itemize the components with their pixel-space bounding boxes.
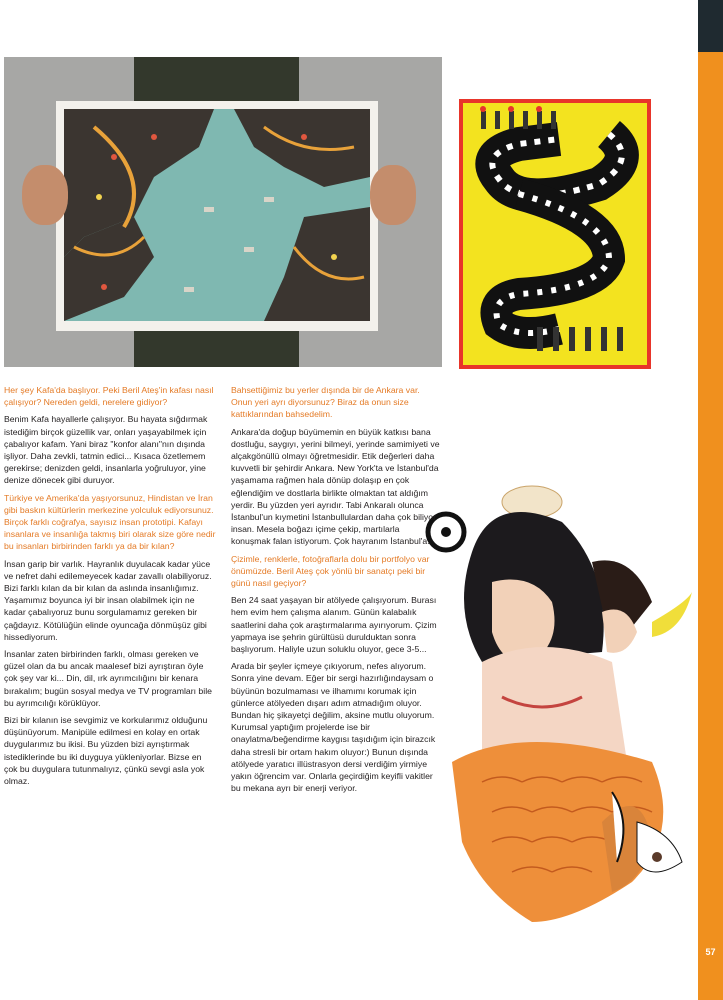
right-hand <box>370 165 416 225</box>
interview-question: Türkiye ve Amerika'da yaşıyorsunuz, Hindistan ve İran gibi baskın kültürlerin merkezine yolculuk ediyorsunuz. Birçok farklı coğrafya, sayısız insan prototipi. Kafayı insanlara ve insanlığa takmış biri olarak size göre nedir bu insanları birbirinden farklı ya da bir kılan? <box>4 492 216 552</box>
interview-question: Bahsettiğimiz bu yerler dışında bir de Ankara var. Onun yeri ayrı diyorsunuz? Biraz da onun size kattıklarından bahsedelim. <box>231 385 420 420</box>
text-column-1 <box>4 384 216 792</box>
snake-artwork <box>459 99 651 369</box>
interview-answer: Arada bir şeyler içmeye çıkıyorum, nefes alıyorum. Sonra yine devam. Eğer bir sergi hazırlığındaysam o büyünün bozulmaması ve ilhamımı korumak için günlerce atölyeden dışarı adım atmadığım oluyor. Bundan hiç şikayetçi değilim, aksine mutlu oluyorum. Kurumsal yaptığım projelerde ise bir onaylatma/beğendirme kaygısı taşıdığım için birazcık daha stresli bir ortam hakım oluyor:) Bunun dışında atölyede yaratıcı illüstrasyon dersi verdiğim yirmiye yakın öğrencim var. Onlarla geçirdiğim keyifli vakitler bu mekana ayrı bir enerji veriyor. <box>231 661 436 794</box>
interview-answer: Ankara'da doğup büyümemin en büyük katkısı bana dostluğu, saygıyı, yerini bilmeyi, yerinde samimiyeti ve alçakgönüllü olmayı öğretmesidir. Etik değerleri daha kuvvetli bir şehirdir Ankara. New York'ta ve İstanbul'da yaşamama rağmen hala dönüp dolaşıp en çok eğlendiğim ve dostlarla birlikte olmaktan tat aldığım yerdir. Bu yüzden yeri ayrıdır. Tabi Ankaralı olunca İstanbul'un kıymetini İstanbullulardan daha çok biliyor insan. Mesela boğazı içime çekip, martılarla konuşmak falan istiyorum. Çok hayranım İstanbul'a. <box>231 426 440 547</box>
interview-answer: Ben 24 saat yaşayan bir atölyede çalışıyorum. Burası hem evim hem çalışma alanım. Günün kalabalık saatlerini daha çok araştırmalarıma ayırıyorum. Çizim yapmaya ise şehrin gürültüsü durulduktan sonra başlıyorum. Haliyle uzun soluklu oluyor, gece 3-5... <box>231 595 437 655</box>
interview-question: Her şey Kafa'da başlıyor. Peki Beril Ateş'in kafası nasıl çalışıyor? Nereden geldi, nerelere gidiyor? <box>4 385 214 408</box>
text-column-2 <box>231 384 441 800</box>
interview-answer: Benim Kafa hayallerle çalışıyor. Bu hayata sığdırmak istediğim birçok güzellik var, onları yaşayabilmek için çabalıyor kafam. Yani biraz "konfor alanı"nın dışında işliyor. Daha zevkli, tatmin edici... Kısaca özetlemem gerekirse; denizden geldi, insanlarla yoğruluyor, yine denize dönecek gibi duruyor. <box>4 414 208 486</box>
map-photo <box>4 57 442 367</box>
interview-answer: İnsan garip bir varlık. Hayranlık duyulacak kadar yüce ve nefret dahi edilemeyecek kadar zavallı olabiliyoruz. Bizi farklı kılan da bir kılan da aslında insanlığımız. Yaşamımız boyunca iyi bir insan olabilmek için ne kadar çabalıyoruz bunu sorgulamamız gereken bir çağdayız. Kötülüğün elinde oyuncağa dönmüşüz gibi hissediyorum. <box>4 558 212 642</box>
interview-answer: Bizi bir kılanın ise sevgimiz ve korkularımız olduğunu düşünüyorum. Manipüle edilmesi en kolay en ortak duygularımız bu ikisi. Bu yüzden bizi ayrıştırmak istediklerinde bu iki duyguya yükleniyorlar. Bizse en çok bu duygulara tutunmalıyız, çünkü sevgi asla yok olmaz. <box>4 715 208 787</box>
mermaid-artwork <box>412 462 702 942</box>
page-number: 57 <box>705 947 716 957</box>
page-edge-top-block <box>698 0 723 52</box>
interview-question: Çizimle, renklerle, fotoğraflarla dolu bir portfolyo var önümüzde. Beril Ateş çok yönlü bir sanatçı peki bir günü nasıl geçiyor? <box>231 553 430 589</box>
interview-answer: İnsanlar zaten birbirinden farklı, olması gereken ve güzel olan da bu ancak maalesef bizi ayrıştıran öyle çok şey var ki... Din, dil, ırk ayrımcılığını bir kenara bırakalım; bugün sosyal medya ve TV programları bile bu ayrımcılığı körüklüyor. <box>4 649 212 708</box>
left-hand <box>22 165 68 225</box>
